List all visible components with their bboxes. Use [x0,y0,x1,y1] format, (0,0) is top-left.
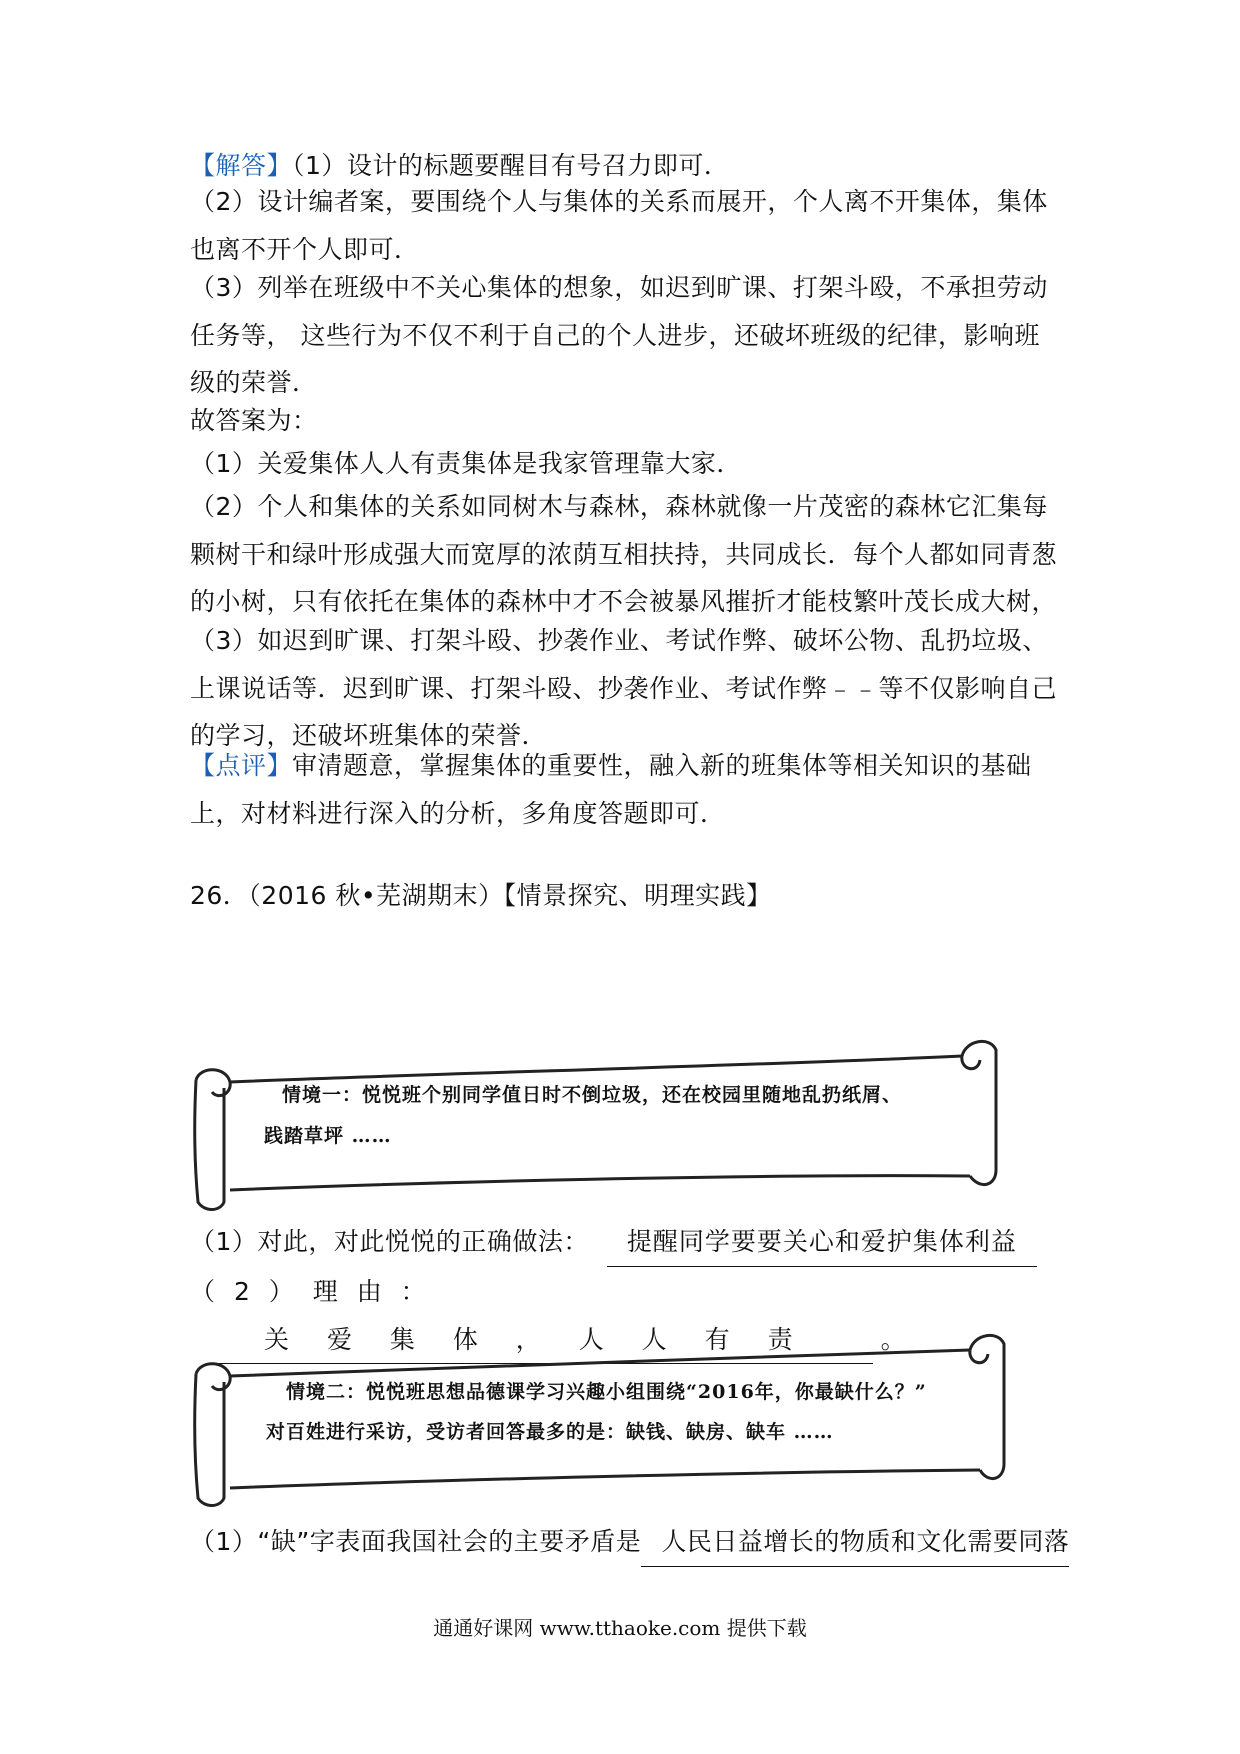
conclusion-label: 故答案为： [190,406,318,435]
question-1-line [190,1218,1060,1267]
answer-text-1: （1）设计的标题要醒目有号召力即可． [292,151,730,180]
question-heading: 26．（2016 秋•芜湖期末）【情景探究、明理实践】 [190,881,772,910]
answer-tag: 【解答】 [190,151,293,180]
comment-text: 审清题意，掌握集体的重要性，融入新的班集体等相关知识的基础上，对材料进行深入的分析，多角度答题即可． [190,751,1032,828]
answer-item-1: （1）关爱集体人人有责集体是我家管理靠大家． [190,449,742,478]
scenario-2-line-1: 情境二：悦悦班思想品德课学习兴趣小组围绕“2016年，你最缺什么？” [286,1381,927,1403]
scenario-1-line-1: 情境一：悦悦班个别同学值日时不倒垃圾，还在校园里随地乱扔纸屑、 [282,1084,903,1106]
answer-item-2: （2）个人和集体的关系如同树木与森林，森林就像一片茂密的森林它汇集每颗树干和绿叶形成强大而宽厚的浓荫互相扶持，共同成长．每个人都如同青葱的小树，只有依托在集体的森林中才不会被暴风摧折才能枝繁叶茂长成大树， [190,492,1058,616]
question-3-answer: 人民日益增长的物质和文化需要同落 [641,1518,1069,1567]
question-1-answer: 提醒同学要要关心和爱护集体利益 [607,1218,1037,1267]
question-1-prefix: （1）对此，对此悦悦的正确做法： [190,1227,589,1256]
question-2-prefix: （ 2 ） 理 由 ： [190,1277,427,1306]
question-2-suffix: 。 [880,1324,907,1354]
footer-text: 通通好课网 www.tthaoke.com 提供下载 [433,1616,807,1640]
question-3-prefix: （1）“缺”字表面我国社会的主要矛盾是 [190,1527,642,1556]
question-2-answer: 关 爱 集 体 ， 人 人 有 责 [218,1316,873,1365]
scenario-1-line-2: 践踏草坪 …… [264,1125,392,1147]
answer-paragraph-3: （3）列举在班级中不关心集体的想象，如迟到旷课、打架斗殴，不承担劳动任务等， 这些行为不仅不利于自己的个人进步，还破坏班级的纪律，影响班级的荣誉． [190,273,1048,397]
question-3-line [190,1518,1090,1567]
comment-tag: 【点评】 [190,751,293,780]
comment-paragraph [190,742,1060,837]
answer-paragraph-2: （2）设计编者案，要围绕个人与集体的关系而展开，个人离不开集体，集体也离不开个人即可． [190,187,1048,264]
scenario-2-line-2: 对百姓进行采访，受访者回答最多的是：缺钱、缺房、缺车 …… [266,1421,834,1443]
answer-item-3: （3）如迟到旷课、打架斗殴、抄袭作业、考试作弊、破坏公物、乱扔垃圾、上课说话等．迟到旷课、打架斗殴、抄袭作业、考试作弊﹣﹣等不仅影响自己的学习，还破坏班集体的荣誉． [190,626,1058,750]
